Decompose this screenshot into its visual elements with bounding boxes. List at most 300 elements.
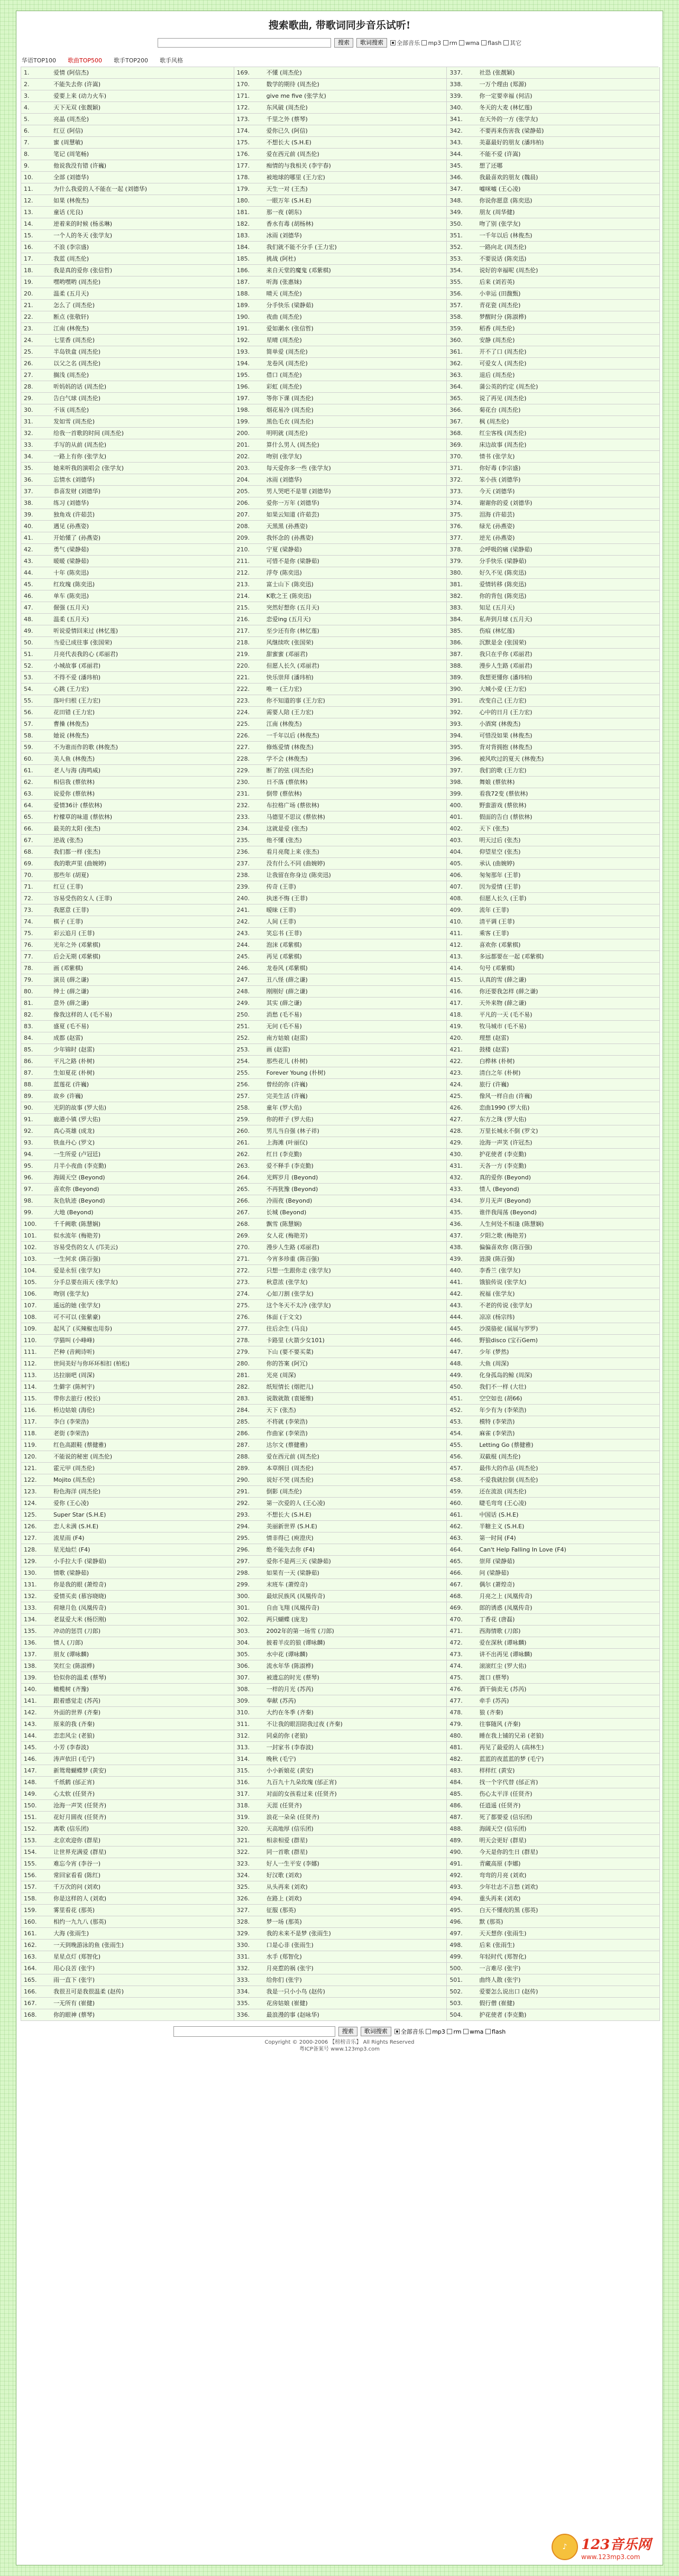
song-link[interactable]: 清平调 (王菲) [479,918,515,925]
song-link[interactable]: 故乡 (许巍) [53,1093,84,1100]
song-cell[interactable] [234,1672,447,1684]
song-link[interactable]: 恋人未满 (S.H.E) [53,1523,99,1530]
song-cell[interactable] [21,1998,234,2009]
song-link[interactable]: 再见 (邓紫棋) [266,953,302,960]
song-cell[interactable] [21,183,234,195]
song-link[interactable]: 默 (那英) [479,1918,503,1925]
song-link[interactable]: 曾经的你 (许巍) [266,1081,308,1088]
song-cell[interactable] [234,1788,447,1800]
song-link[interactable]: 社恐 (张靓颖) [479,69,515,76]
song-cell[interactable] [21,718,234,730]
song-link[interactable]: 下山 (要不要买菜) [266,1349,314,1355]
song-cell[interactable] [447,521,660,532]
song-link[interactable]: 怎么了 (周杰伦) [53,302,95,309]
song-cell[interactable] [234,521,447,532]
song-link[interactable]: 征服 (那英) [266,1907,296,1914]
song-cell[interactable] [234,1614,447,1626]
song-cell[interactable] [234,695,447,707]
song-link[interactable]: 一眼万年 (S.H.E) [266,197,311,204]
song-cell[interactable] [21,1940,234,1951]
song-cell[interactable] [234,532,447,544]
song-link[interactable]: 北京欢迎你 (群星) [53,1837,101,1844]
song-link[interactable]: 鼓楼 (赵雷) [479,1046,509,1053]
song-link[interactable]: 西海情歌 (刀郎) [479,1628,521,1635]
song-cell[interactable] [21,672,234,684]
song-cell[interactable] [21,160,234,172]
song-link[interactable]: 不让我的眼泪陪我过夜 (齐秦) [266,1721,343,1728]
song-link[interactable]: 舞娘 (蔡依林) [479,779,515,786]
checkbox-icon[interactable] [481,40,487,45]
song-cell[interactable] [21,1032,234,1044]
song-cell[interactable] [447,102,660,114]
song-link[interactable]: 月亮惹的祸 (张宇) [266,1965,314,1972]
song-link[interactable]: 漫步人生路 (邓丽君) [266,1244,319,1251]
song-cell[interactable] [447,288,660,300]
song-cell[interactable] [234,777,447,788]
song-cell[interactable] [21,428,234,439]
song-link[interactable]: 祝福 (张学友) [479,1290,515,1297]
song-cell[interactable] [447,1660,660,1672]
song-cell[interactable] [447,1509,660,1521]
song-link[interactable]: 你一定要幸福 (何洁) [479,93,533,99]
song-link[interactable]: 一路上有你 (张学友) [53,453,107,460]
checkbox-icon[interactable] [421,40,427,45]
song-link[interactable]: 海阔天空 (信乐团) [479,1825,527,1832]
song-cell[interactable] [234,1800,447,1812]
song-link[interactable]: 红豆 (王菲) [53,883,84,890]
song-link[interactable]: 一千年以后 (林俊杰) [479,232,533,239]
song-cell[interactable] [234,614,447,625]
song-link[interactable]: 那些年 (胡夏) [53,872,89,879]
song-link[interactable]: 学不会 (林俊杰) [266,755,308,762]
song-link[interactable]: 后来 (刘若英) [479,279,515,285]
checkbox-icon[interactable] [394,2029,400,2034]
song-link[interactable]: Can't Help Falling In Love (F4) [479,1546,566,1553]
song-cell[interactable] [234,1812,447,1823]
song-cell[interactable] [21,393,234,404]
song-cell[interactable] [447,556,660,567]
song-link[interactable]: 最浪漫的事 (赵咏华) [266,2011,319,2018]
song-cell[interactable] [447,1265,660,1277]
song-link[interactable]: 不要说话 (陈奕迅) [479,255,527,262]
song-cell[interactable] [234,335,447,346]
song-link[interactable]: 唯一 (王力宏) [266,686,302,693]
song-cell[interactable] [21,1056,234,1067]
song-link[interactable]: 再见了最爱的人 (高林生) [479,1744,544,1751]
song-cell[interactable] [447,893,660,904]
song-link[interactable]: 铁血丹心 (罗文) [53,1139,95,1146]
song-cell[interactable] [234,1137,447,1149]
song-cell[interactable] [21,1521,234,1532]
song-link[interactable]: 我很丑可是我很温柔 (赵传) [53,1988,124,1995]
song-cell[interactable] [447,951,660,963]
song-cell[interactable] [21,1242,234,1253]
song-cell[interactable] [447,1405,660,1416]
song-link[interactable]: 伤痕 (林忆莲) [479,627,515,634]
song-cell[interactable] [447,393,660,404]
song-cell[interactable] [21,486,234,497]
song-link[interactable]: 一千年以后 (林俊杰) [266,732,319,739]
song-link[interactable]: 相信我 (蔡依林) [53,779,95,786]
song-cell[interactable] [234,1195,447,1207]
song-link[interactable]: 一个人的冬天 (张学友) [53,232,113,239]
song-cell[interactable] [447,637,660,649]
song-link[interactable]: 你的答案 (阿冗) [266,1360,308,1367]
song-link[interactable]: 爱要怎么说出口 (赵传) [479,1988,538,1995]
song-link[interactable]: 那些花儿 (朴树) [266,1058,308,1065]
song-link[interactable]: 不想长大 (S.H.E) [266,139,311,146]
song-cell[interactable] [447,90,660,102]
song-cell[interactable] [234,1102,447,1114]
song-link[interactable]: 丑八怪 (薛之谦) [266,976,308,983]
song-cell[interactable] [234,242,447,253]
song-cell[interactable] [21,1021,234,1032]
song-cell[interactable] [447,1253,660,1265]
song-link[interactable]: 绿光 (孙燕姿) [479,523,515,530]
song-link[interactable]: 绝不能失去你 (F4) [266,1546,315,1553]
song-link[interactable]: 第一次爱的人 (王心凌) [266,1500,325,1507]
song-cell[interactable] [234,730,447,742]
song-link[interactable]: 她来听我的演唱会 (张学友) [53,465,124,472]
song-link[interactable]: 用心良苦 (张宇) [53,1965,95,1972]
song-cell[interactable] [234,1707,447,1719]
song-cell[interactable] [21,288,234,300]
song-link[interactable]: 吻别 (张学友) [266,453,302,460]
song-cell[interactable] [21,1253,234,1265]
song-link[interactable]: 晚秋 (毛宁) [266,1756,296,1762]
song-link[interactable]: 柠檬草的味道 (蔡依林) [53,814,113,820]
song-cell[interactable] [447,1719,660,1730]
song-cell[interactable] [447,439,660,451]
song-cell[interactable] [21,660,234,672]
song-cell[interactable] [21,79,234,90]
song-cell[interactable] [447,1451,660,1463]
song-cell[interactable] [447,1812,660,1823]
song-cell[interactable] [447,451,660,463]
song-link[interactable]: 蜜 (周慧敏) [53,139,84,146]
song-link[interactable]: 花田错 (王力宏) [53,709,95,716]
song-cell[interactable] [21,1044,234,1056]
song-link[interactable]: 泪海 (许茹芸) [479,511,515,518]
song-link[interactable]: 岁月无声 (Beyond) [479,1197,531,1204]
song-cell[interactable] [234,649,447,660]
song-cell[interactable] [21,1509,234,1521]
song-cell[interactable] [234,1370,447,1381]
song-cell[interactable] [447,1998,660,2009]
song-link[interactable]: 大地 (Beyond) [53,1209,94,1216]
song-cell[interactable] [234,742,447,753]
song-cell[interactable] [447,1916,660,1928]
song-link[interactable]: 甜蜜蜜 (邓丽君) [266,651,308,658]
song-link[interactable]: 演员 (薛之谦) [53,976,89,983]
song-link[interactable]: 死了都要爱 (信乐团) [479,1814,533,1821]
song-link[interactable]: 暧昧 (王菲) [266,907,296,913]
song-link[interactable]: 分手快乐 (梁静茹) [266,302,314,309]
song-link[interactable]: 一生何求 (陈百强) [53,1255,101,1262]
checkbox-icon[interactable] [443,40,448,45]
song-link[interactable]: 涛声依旧 (毛宁) [53,1756,95,1762]
song-cell[interactable] [447,1846,660,1858]
song-link[interactable]: 从头再来 (刘欢) [266,1883,308,1890]
song-cell[interactable] [447,1439,660,1451]
song-cell[interactable] [234,811,447,823]
song-cell[interactable] [447,358,660,370]
song-cell[interactable] [21,556,234,567]
song-link[interactable]: 夕阳之歌 (梅艳芳) [479,1232,527,1239]
song-link[interactable]: 温柔 (五月天) [53,290,89,297]
song-link[interactable]: 倒带 (蔡依林) [266,790,302,797]
song-cell[interactable] [21,590,234,602]
song-cell[interactable] [234,1602,447,1614]
song-link[interactable]: 恭喜发财 (刘德华) [53,488,101,495]
song-cell[interactable] [234,1998,447,2009]
song-link[interactable]: 一封家书 (李春波) [266,1744,314,1751]
bottom-format-option[interactable] [447,2028,461,2035]
song-cell[interactable] [447,1207,660,1218]
song-cell[interactable] [234,1149,447,1160]
song-link[interactable]: 年轻时代 (郑智化) [479,1953,527,1960]
song-link[interactable]: 冬天的大麦 (林忆莲) [479,104,533,111]
song-cell[interactable] [21,823,234,835]
song-link[interactable]: 不能说的秘密 (周杰伦) [53,1453,113,1460]
song-cell[interactable] [234,1428,447,1439]
song-link[interactable]: 沧海一声笑 (任贤齐) [53,1802,107,1809]
song-cell[interactable] [234,90,447,102]
song-link[interactable]: 你不知道的事 (王力宏) [266,697,325,704]
song-link[interactable]: 我们就不能不分手 (王力宏) [266,244,337,251]
song-cell[interactable] [234,1916,447,1928]
song-link[interactable]: 睫毛弯弯 (王心凌) [479,1500,527,1507]
song-cell[interactable] [447,707,660,718]
song-cell[interactable] [21,451,234,463]
song-link[interactable]: 第一时间 (F4) [479,1535,516,1541]
checkbox-icon[interactable] [390,40,396,45]
song-link[interactable]: 床边故事 (周杰伦) [479,441,527,448]
song-cell[interactable] [447,649,660,660]
song-link[interactable]: 棋子 (王菲) [53,918,84,925]
song-link[interactable]: 崇拜 (梁静茹) [479,1558,515,1565]
song-link[interactable]: 听妈妈的话 (周杰伦) [53,383,107,390]
song-cell[interactable] [21,881,234,893]
song-cell[interactable] [21,777,234,788]
song-cell[interactable] [447,1637,660,1649]
song-cell[interactable] [21,1614,234,1626]
song-cell[interactable] [447,1532,660,1544]
song-link[interactable]: 似水流年 (梅艳芳) [53,1232,101,1239]
song-link[interactable]: 爱如潮水 (张信哲) [266,325,314,332]
song-link[interactable]: 旅行 (许巍) [479,1081,509,1088]
song-cell[interactable] [447,695,660,707]
song-link[interactable]: 在天外的一方 (张学友) [479,116,538,123]
song-link[interactable]: 天各一方 (李克勤) [479,1162,527,1169]
song-cell[interactable] [21,1672,234,1684]
checkbox-icon[interactable] [463,2029,469,2034]
song-link[interactable]: 像风一样自由 (许巍) [479,1093,533,1100]
song-cell[interactable] [21,1626,234,1637]
song-link[interactable]: 这个冬天不太冷 (张学友) [266,1302,331,1309]
song-link[interactable]: 雾里看花 (那英) [53,1907,95,1914]
song-cell[interactable] [234,1509,447,1521]
song-cell[interactable] [447,1463,660,1474]
song-cell[interactable] [234,439,447,451]
song-link[interactable]: 红豆 (阿信) [53,127,84,134]
song-link[interactable]: 饿狼传说 (张学友) [479,1279,527,1286]
song-cell[interactable] [21,195,234,207]
song-cell[interactable] [447,684,660,695]
song-link[interactable]: 最炫民族风 (凤凰传奇) [266,1593,325,1600]
song-cell[interactable] [234,625,447,637]
song-cell[interactable] [234,672,447,684]
song-cell[interactable] [447,276,660,288]
song-cell[interactable] [21,1835,234,1846]
song-cell[interactable] [447,1788,660,1800]
song-cell[interactable] [234,1974,447,1986]
song-cell[interactable] [234,486,447,497]
song-link[interactable]: 笑红尘 (陈淑桦) [53,1663,95,1669]
song-link[interactable]: 明明就 (周杰伦) [266,430,308,437]
song-cell[interactable] [234,765,447,777]
song-link[interactable]: 承认 (曲婉婷) [479,860,515,867]
song-link[interactable]: 风继续吹 (张国荣) [266,639,314,646]
song-cell[interactable] [447,1172,660,1184]
song-cell[interactable] [447,1277,660,1288]
song-cell[interactable] [21,1416,234,1428]
song-cell[interactable] [234,637,447,649]
song-link[interactable]: 马德里不思议 (蔡依林) [266,814,325,820]
song-cell[interactable] [447,1370,660,1381]
song-cell[interactable] [21,602,234,614]
song-link[interactable]: 温柔 (五月天) [53,616,89,623]
song-cell[interactable] [234,846,447,858]
song-link[interactable]: 天下 (张杰) [266,1407,296,1414]
song-link[interactable]: 世间美好与你环环相扣 (柏松) [53,1360,130,1367]
song-link[interactable]: 改变自己 (王力宏) [479,697,527,704]
song-link[interactable]: 天黑黑 (孙燕姿) [266,523,308,530]
song-link[interactable]: 我是真的爱你 (张信哲) [53,267,113,274]
song-cell[interactable] [234,428,447,439]
song-cell[interactable] [447,1858,660,1870]
song-cell[interactable] [234,1079,447,1091]
song-cell[interactable] [21,765,234,777]
song-link[interactable]: 开始懂了 (孙燕姿) [53,534,101,541]
song-cell[interactable] [447,579,660,590]
song-cell[interactable] [447,1684,660,1695]
song-link[interactable]: 小手拉大手 (梁静茹) [53,1558,107,1565]
song-link[interactable]: 男人哭吧不是罪 (刘德华) [266,488,331,495]
song-link[interactable]: 找一个字代替 (邰正宵) [479,1779,538,1786]
song-link[interactable]: 曹操 (林俊杰) [53,721,89,727]
song-link[interactable]: 心中的日月 (王力宏) [479,709,533,716]
song-cell[interactable] [447,463,660,474]
song-cell[interactable] [447,1056,660,1067]
song-cell[interactable] [21,114,234,125]
song-cell[interactable] [21,1335,234,1346]
song-link[interactable]: 沉默是金 (张国荣) [479,639,527,646]
song-cell[interactable] [21,1079,234,1091]
song-cell[interactable] [447,1393,660,1405]
bottom-format-option[interactable] [463,2028,483,2035]
song-link[interactable]: 小城故事 (邓丽君) [53,662,101,669]
song-link[interactable]: 痴情的与我相关 (李宇春) [266,162,331,169]
song-link[interactable]: 平凡的一天 (毛不易) [479,1011,533,1018]
tab-item[interactable]: 歌手TOP200 [114,57,149,64]
song-link[interactable]: 理想 (赵雷) [479,1035,509,1041]
song-link[interactable]: 生僻字 (陈柯宇) [53,1383,95,1390]
song-link[interactable]: 大鱼 (周深) [479,1360,509,1367]
song-link[interactable]: 分手总要在雨天 (张学友) [53,1279,118,1286]
song-cell[interactable] [234,1986,447,1998]
song-cell[interactable] [234,1765,447,1777]
song-link[interactable]: 遇见 (孙燕姿) [53,523,89,530]
song-link[interactable]: 渡口 (蔡琴) [479,1674,509,1681]
song-cell[interactable] [234,1928,447,1940]
song-cell[interactable] [234,393,447,404]
song-cell[interactable] [447,2009,660,2021]
song-cell[interactable] [21,1207,234,1218]
song-link[interactable]: 遥远的她 (张学友) [53,1302,101,1309]
song-link[interactable]: 老街 (李荣浩) [53,1430,89,1437]
song-cell[interactable] [447,323,660,335]
song-cell[interactable] [234,974,447,986]
song-link[interactable]: 不该 (周杰伦) [53,407,89,413]
song-link[interactable]: 爱在西元前 (周杰伦) [266,1453,319,1460]
song-cell[interactable] [447,1707,660,1719]
song-cell[interactable] [234,1091,447,1102]
song-cell[interactable] [21,1288,234,1300]
song-link[interactable]: 年少有为 (李荣浩) [479,1407,527,1414]
song-link[interactable]: 冷雨夜 (Beyond) [266,1197,313,1204]
song-link[interactable]: 郎的诱惑 (凤凰传奇) [479,1604,533,1611]
song-link[interactable]: 知足 (五月天) [479,604,515,611]
song-link[interactable]: 睡在我上铺的兄弟 (老狼) [479,1732,544,1739]
song-link[interactable]: 同一首歌 (群星) [266,1849,308,1855]
bottom-format-option[interactable] [485,2028,506,2035]
song-link[interactable]: 笑忘书 (王菲) [266,930,302,937]
song-link[interactable]: 被风吹过的夏天 (林俊杰) [479,755,544,762]
song-cell[interactable] [234,137,447,149]
song-cell[interactable] [21,1905,234,1916]
song-link[interactable]: 你是我的眼 (萧煌奇) [53,1581,107,1588]
song-cell[interactable] [21,218,234,230]
song-cell[interactable] [21,1881,234,1893]
song-cell[interactable] [21,788,234,800]
song-cell[interactable] [21,695,234,707]
song-cell[interactable] [447,149,660,160]
song-link[interactable]: 水手 (郑智化) [266,1953,302,1960]
song-cell[interactable] [21,1753,234,1765]
song-link[interactable]: 浮夸 (陈奕迅) [266,569,302,576]
song-link[interactable]: 半糖主义 (S.H.E) [479,1523,525,1530]
song-cell[interactable] [234,1160,447,1172]
song-cell[interactable] [234,125,447,137]
song-cell[interactable] [447,1021,660,1032]
song-cell[interactable] [21,1381,234,1393]
song-link[interactable]: 后来 (张雨生) [479,1942,515,1949]
bottom-lyric-search-button[interactable]: 歌词搜索 [361,2027,391,2036]
song-cell[interactable] [447,183,660,195]
song-cell[interactable] [447,1358,660,1370]
song-cell[interactable] [21,1277,234,1288]
song-link[interactable]: 带你去旅行 (校长) [53,1395,101,1402]
song-link[interactable]: 后会无期 (邓紫棋) [53,953,101,960]
song-link[interactable]: 大海 (张雨生) [53,1930,89,1937]
song-link[interactable]: 假面的告白 (蔡依林) [479,814,533,820]
song-link[interactable]: 一天到晚游泳的鱼 (张雨生) [53,1942,124,1949]
song-cell[interactable] [234,1056,447,1067]
song-link[interactable]: 达尔文 (蔡健雅) [266,1442,308,1448]
song-cell[interactable] [234,1358,447,1370]
song-link[interactable]: 练习 (刘德华) [53,500,89,506]
